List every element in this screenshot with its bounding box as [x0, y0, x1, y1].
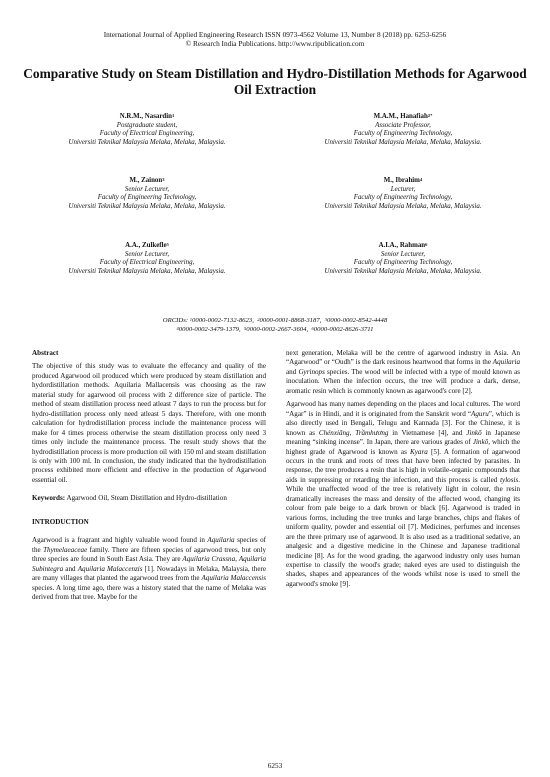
- author-block-1: [32, 113, 262, 148]
- author-dept: Faculty of Engineering Technology,: [353, 259, 453, 267]
- journal-publisher: © Research India Publications. http://www.ripublication.com: [185, 39, 365, 49]
- author-univ: Universiti Teknikal Malaysia Melaka, Melaka, Malaysia.: [324, 203, 482, 211]
- right-paragraph-2: Agarwood has many names depending on the places and local cultures. The word “Agar” is in Hindi, and it is originated from the Sanskrit word “Aguru”, which is also directly used in Bengali, Telugu and Kannada [3]. For the Chinese, it is known as Chénxiāng, Trầmhương in Vietnamese [4], and Jinkō in Japanese meaning “sinking incense”. In Japan, there are various grades of Jinkō, which the highest grade of Agarwood is known as Kyara [5]. A formation of agarwood occurs in the trunk and roots of trees that have been infected by parasites. In response, the tree produces a resin that is high in volatile-organic compounds that aids in suppressing or retarding the infection, and this process is called tylosis. While the unaffected wood of the tree is relatively light in colour, the resin dramatically increases the mass and density of the affected wood, changing its colour from pale beige to a dark brown or black [6]. Agarwood is traded in various forms, including the tree trunks and large branches, chips and flakes of uniform quality, powder and essential oil [7]. Medicines, perfumes and incenses are the three primary use of agarwood. It is also used as a traditional sedative, an analgesic and a digestive medicine in the Chinese and Japanese traditional medicine [8]. As for the wood grading, the agarwood industry only uses human expertise to classify the wood's grade; naked eyes are used to distinguish the shades, shapes and appearances of the woods whilst nose is used to smell the agarwood's smoke [9].: [286, 400, 521, 588]
- orcid-list: ORCIDs: $^1$0000-0002-7132-8623, $^2$0000-0001-8868-3187, $^3$0000-0002-8542-4448 $^4$0000-0002-3479-1379, $^5$0000-0002-2667-3604, $^6$0000-0002-8626-3711: [162, 317, 388, 333]
- author-name: M.A.M., Hanafiah: [373, 113, 428, 120]
- author-dept: Faculty of Engineering Technology,: [353, 130, 453, 138]
- author-block-6: [288, 242, 518, 277]
- author-role: Senior Lecturer,: [124, 185, 170, 193]
- author-block-3: [32, 177, 262, 212]
- keywords-text: Agarwood Oil, Steam Distillation and Hydro-distillation: [65, 494, 227, 503]
- journal-citation: International Journal of Applied Engineering Research ISSN 0973-4562 Volume 13, Number 8 (2018) pp. 6253-6256: [103, 30, 447, 39]
- author-univ: Universiti Teknikal Malaysia Melaka, Melaka, Malaysia.: [68, 268, 226, 276]
- author-block-4: [288, 177, 518, 212]
- orcid-id: 0000-0002-8542-4448: [327, 317, 388, 324]
- abstract-text: The objective of this study was to evaluate the effecancy and quality of the produced Agarwood oil produced which were produced by steam distillation and hydordistillation methods. Aquilaria Mallacensis was choosing as the raw material study for agarwood oil process with 2 difference size of particle. The method of steam distillation process need atleast 7 days to run the process but for hydro-distillation process only need atleast 5 days. Therefore, with one month calculation for hydrodistillation process include the maintenance process will make for 4 times process otherwise the steam distillation process only need 3 times only include the maintenance process. The result study shows that the hydrodistillation process is more production oil with 150 ml and steam distillation is only with 100 ml. In conclusion, the study indicated that the hydrodistillation process exhibited more efficient and effective in the production of Agarwood essential oil.: [32, 362, 266, 484]
- author-dept: Faculty of Electrical Engineering,: [99, 259, 195, 267]
- author-block-5: [32, 242, 262, 277]
- author-name: M., Ibrahim: [383, 177, 420, 184]
- author-dept: Faculty of Engineering Technology,: [353, 194, 453, 202]
- author-role: Lecturer,: [390, 185, 416, 193]
- author-name: A.I.A., Rahman: [378, 242, 426, 249]
- author-sup: 5: [166, 242, 169, 247]
- right-paragraph-1: next generation, Melaka will be the centre of agarwood industry in Asia. An “Agarwood” or “Oudh” is the dark resinous heartwood that forms in the Aquilaria and Gyrinops species. The wood will be infected with a type of mould known as inoculation. When the infection occurs, the tree will produce a dark, dense, aromatic resin which is commonly known as agarwood's core [2].: [286, 349, 520, 395]
- right-column: [286, 349, 520, 589]
- author-dept: Faculty of Engineering Technology,: [97, 194, 197, 202]
- author-univ: Universiti Teknikal Malaysia Melaka, Melaka, Malaysia.: [324, 268, 482, 276]
- author-sup: 4: [419, 177, 423, 182]
- author-dept: Faculty of Electrical Engineering,: [99, 130, 195, 138]
- author-sup: 2*: [427, 113, 433, 118]
- paper-title: Comparative Study on Steam Distillation and Hydro-Distillation Methods for Agarwood Oil Extraction: [23, 66, 527, 97]
- introduction-heading: INTRODUCTION: [32, 517, 89, 526]
- abstract-heading: Abstract: [32, 349, 59, 357]
- left-column: [32, 349, 266, 602]
- orcid-id: 0000-0002-7132-8623: [192, 317, 253, 324]
- keywords: [32, 494, 266, 503]
- orcid-id: 0000-0002-3479-1379: [178, 325, 239, 333]
- author-role: Postgraduate student,: [116, 121, 178, 129]
- author-sup: 6: [425, 242, 428, 247]
- author-name: A.A., Zulkefle: [125, 242, 167, 249]
- orcid-id: 0000-0002-8626-3711: [313, 325, 374, 333]
- author-role: Associate Professor,: [375, 121, 431, 129]
- keywords-label: Keywords:: [32, 494, 66, 503]
- author-univ: Universiti Teknikal Malaysia Melaka, Melaka, Malaysia.: [68, 203, 226, 211]
- author-univ: Universiti Teknikal Malaysia Melaka, Melaka, Malaysia.: [324, 139, 482, 147]
- author-role: Senior Lecturer,: [124, 250, 170, 258]
- author-block-2: [288, 113, 518, 148]
- author-sup: 1: [171, 113, 175, 118]
- introduction-paragraph: Agarwood is a fragrant and highly valuable wood found in Aquilaria species of the Thymelaeaceae family. There are fifteen species of agarwood trees, but only three species are found in South East Asia. They are Aquilaria Crassna, Aquilaria Subintegra and Aquilaria Malaccenzis [1]. Nowadays in Melaka, Malaysia, there are many villages that planted the agarwood trees from the Aquilaria Malaccensis species. A long time ago, there was a history stated that the name of Melaka was derived from that tree. Maybe for the: [32, 536, 267, 601]
- author-role: Senior Lecturer,: [380, 250, 426, 258]
- author-name: M., Zainon: [129, 177, 163, 184]
- page-number: 6253: [267, 761, 283, 770]
- journal-header: [0, 30, 550, 49]
- author-name: N.R.M., Nasardin: [119, 113, 172, 120]
- author-sup: 3: [162, 177, 165, 182]
- orcid-id: 0000-0001-8868-3187: [259, 317, 320, 324]
- author-univ: Universiti Teknikal Malaysia Melaka, Melaka, Malaysia.: [68, 139, 226, 147]
- orcid-id: 0000-0002-2667-3604: [246, 325, 307, 333]
